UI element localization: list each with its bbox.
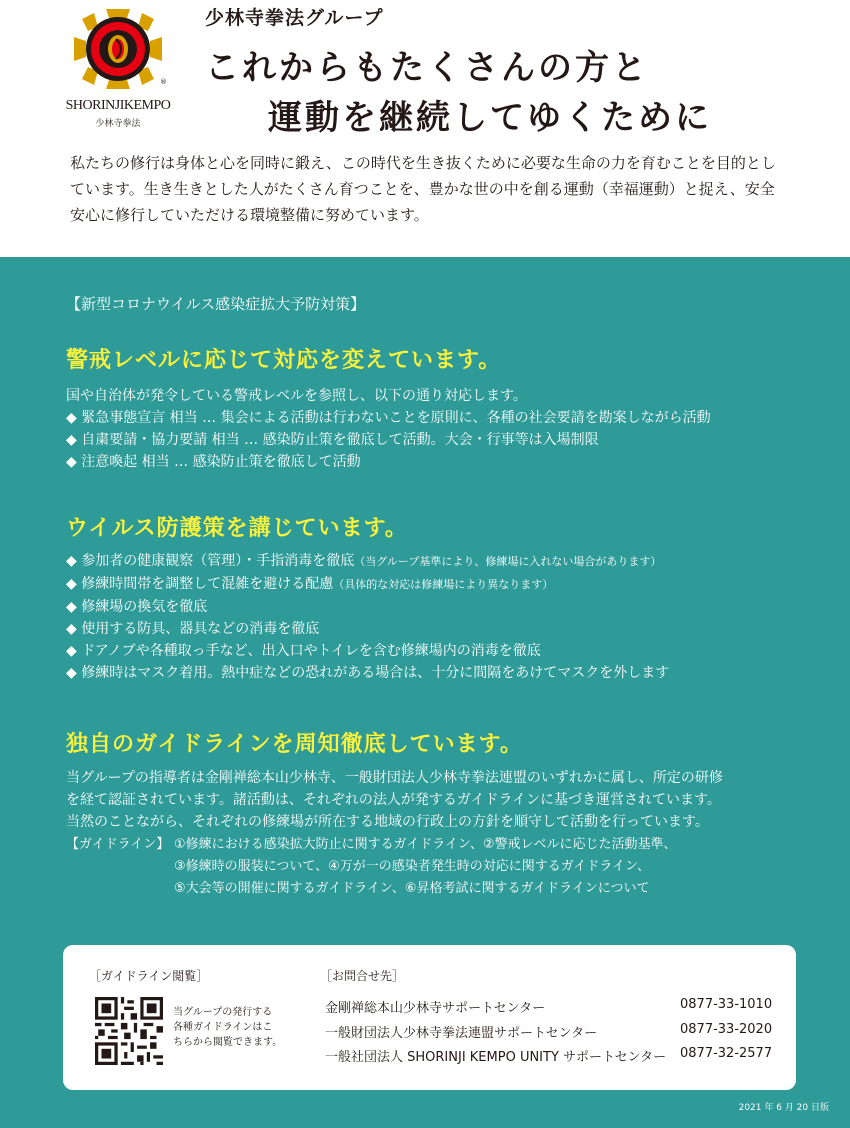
- svg-text:®: ®: [160, 78, 167, 86]
- list-item: 国や自治体が発令している警戒レベルを参照し、以下の通り対応します。: [66, 388, 527, 404]
- qr-description-line: ちらから閲覧できます。: [173, 1037, 283, 1048]
- section-title-alert-level: 警戒レベルに応じて対応を変えています。: [66, 347, 502, 373]
- footer-card: [63, 945, 796, 1090]
- guideline-line: ⑤大会等の開催に関するガイドライン、⑥昇格考試に関するガイドラインについて: [174, 881, 650, 896]
- guideline-line: ③修練時の服装について、④万が一の感染者発生時の対応に関するガイドライン、: [174, 859, 650, 874]
- list-item: ◆ 修練時間帯を調整して混雑を避ける配慮（具体的な対応は修練場により異なります）: [66, 576, 554, 592]
- contact-name: 一般社団法人 SHORINJI KEMPO UNITY サポートセンター: [325, 1050, 667, 1065]
- paragraph-line: 当然のことながら、それぞれの修練場が所在する地域の行政上の方針を順守して活動を行っています。: [66, 814, 709, 830]
- contact-phone[interactable]: 0877-32-2577: [680, 1046, 773, 1061]
- headline-line-2: 運動を継続してゆくために: [268, 98, 712, 138]
- guideline-list: [66, 834, 826, 900]
- edition-date: 2021 年 6 月 20 日版: [738, 1103, 829, 1113]
- headline-line-1: これからもたくさんの方と: [205, 48, 649, 88]
- contact-name: 一般財団法人少林寺拳法連盟サポートセンター: [325, 1026, 598, 1041]
- guideline-label: 【ガイドライン】: [66, 837, 170, 852]
- alert-level-list: [66, 385, 826, 473]
- virus-protection-list: [66, 550, 826, 684]
- list-item: ◆ 自粛要請・協力要請 相当 … 感染防止策を徹底して活動。大会・行事等は入場制限: [66, 432, 599, 448]
- paragraph-line: を経て認証されています。諸活動は、それぞれの法人が発するガイドラインに基づき運営されています。: [66, 792, 721, 808]
- intro-line: 私たちの修行は身体と心を同時に鍛え、この時代を生き抜くために必要な生命の力を育むことを目的とし: [70, 154, 776, 172]
- list-item: ◆ 修練場の換気を徹底: [66, 599, 208, 615]
- guideline-line: ①修練における感染拡大防止に関するガイドライン、②警戒レベルに応じた活動基準、: [174, 837, 677, 852]
- guideline-row: [66, 878, 826, 900]
- guideline-row: [66, 856, 826, 878]
- contact-name: 金剛禅総本山少林寺サポートセンター: [325, 1001, 546, 1016]
- contact-phone[interactable]: 0877-33-2020: [680, 1022, 773, 1037]
- intro-line: 安心に修行していただける環境整備に努めています。: [70, 206, 429, 224]
- section-title-virus-protection: ウイルス防護策を講じています。: [66, 515, 408, 541]
- notice-title: 【新型コロナウイルス感染症拡大予防対策】: [66, 295, 366, 313]
- qr-code-icon[interactable]: [95, 997, 163, 1065]
- qr-description-line: 各種ガイドラインはこ: [173, 1022, 273, 1033]
- list-item: ◆ 参加者の健康観察（管理）・手指消毒を徹底（当グループ基準により、修練場に入れない場合があります）: [66, 553, 662, 569]
- logo-brand-text: SHORINJIKEMPO: [65, 98, 171, 113]
- shorinji-kempo-emblem-icon: [68, 2, 168, 97]
- list-item-note: （当グループ基準により、修練場に入れない場合があります）: [354, 555, 662, 568]
- list-item: ◆ ドアノブや各種取っ手など、出入口やトイレを含む修練場内の消毒を徹底: [66, 643, 541, 659]
- logo-brand-subtext: 少林寺拳法: [95, 119, 141, 129]
- paragraph-line: 当グループの指導者は金剛禅総本山少林寺、一般財団法人少林寺拳法連盟のいずれかに属し、所定の研修: [66, 770, 723, 786]
- qr-description-line: 当グループの発行する: [173, 1007, 273, 1018]
- guideline-view-heading: ［ガイドライン閲覧］: [89, 969, 209, 983]
- intro-line: ています。生き生きとした人がたくさん育つことを、豊かな世の中を創る運動（幸福運動）と捉え、安全: [70, 180, 775, 198]
- qr-description: [173, 1005, 298, 1050]
- group-name: 少林寺拳法グループ: [205, 7, 384, 29]
- list-item: ◆ 修練時はマスク着用。熱中症などの恐れがある場合は、十分に間隔をあけてマスクを外します: [66, 665, 670, 681]
- intro-text: [70, 150, 800, 228]
- list-item: ◆ 使用する防具、器具などの消毒を徹底: [66, 621, 320, 637]
- contact-phone[interactable]: 0877-33-1010: [680, 997, 773, 1012]
- header-section: [0, 0, 850, 257]
- list-item-note: （具体的な対応は修練場により異なります）: [333, 578, 554, 591]
- list-item: ◆ 緊急事態宣言 相当 … 集会による活動は行わないことを原則に、各種の社会要請を勘案しながら活動: [66, 410, 711, 426]
- section-title-guidelines: 独自のガイドラインを周知徹底しています。: [66, 731, 523, 757]
- list-item: ◆ 注意喚起 相当 … 感染防止策を徹底して活動: [66, 454, 361, 470]
- guideline-row: [66, 834, 826, 856]
- guidelines-text: [66, 767, 826, 833]
- contact-heading: ［お問合せ先］: [320, 969, 405, 983]
- logo: [58, 2, 178, 127]
